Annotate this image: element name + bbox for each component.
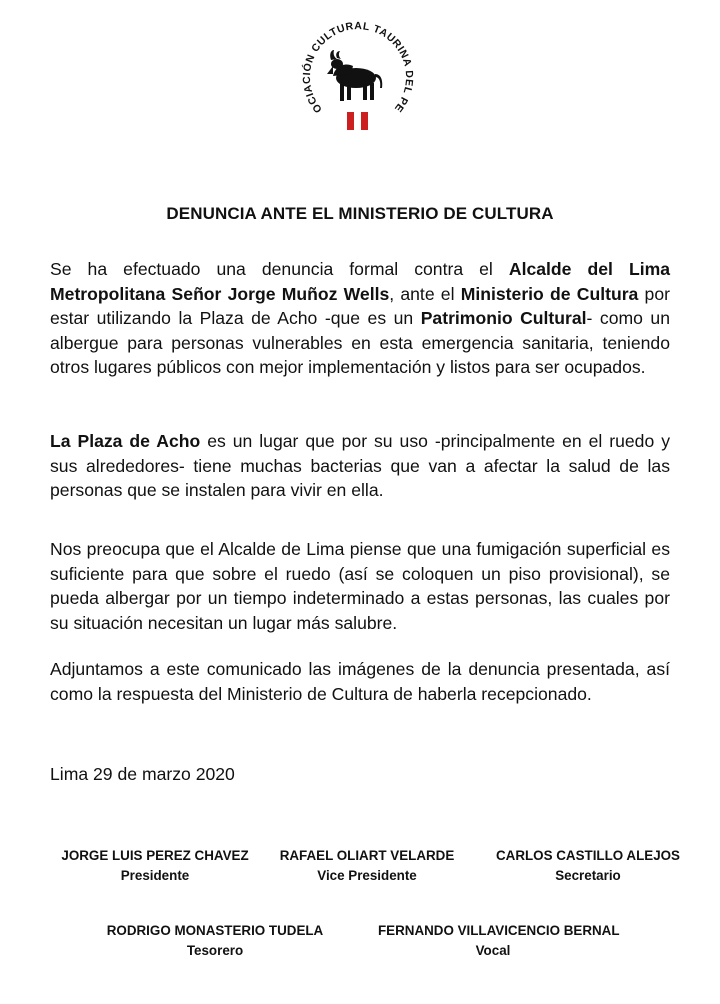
- flag-stripe-center: [354, 112, 361, 130]
- paragraph-text: Se ha efectuado una denuncia formal contra el: [50, 259, 509, 279]
- signature-block-treasurer: [100, 921, 330, 961]
- signatory-role: Tesorero: [186, 943, 244, 958]
- paragraph-plaza: [50, 429, 670, 503]
- signatory-role: Vocal: [475, 943, 511, 958]
- bold-plaza-name: La Plaza de Acho: [50, 431, 201, 451]
- peru-flag-icon: [347, 112, 368, 130]
- flag-stripe-right: [361, 112, 368, 130]
- signatory-name: RAFAEL OLIART VELARDE: [279, 848, 455, 863]
- signatory-name: CARLOS CASTILLO ALEJOS: [495, 848, 680, 863]
- association-logo: [293, 8, 423, 138]
- paragraph-text: es un lugar que por su uso -principalmente en el ruedo y sus alrededores- tiene muchas bacterias que van a afectar la salud de las personas que se instalen para vivir en ella.: [50, 431, 670, 500]
- signatory-role: Vice Presidente: [317, 868, 417, 883]
- paragraph-text: , ante el: [389, 283, 461, 304]
- paragraph-text: por estar utilizando la Plaza de Acho -que es un: [50, 283, 670, 328]
- signatory-role: Secretario: [555, 868, 621, 883]
- signature-block-vice-president: [252, 846, 482, 886]
- signature-block-secretary: [473, 846, 703, 886]
- paragraph-complaint: [50, 257, 670, 380]
- bold-ministry-name: Ministerio de Cultura: [460, 283, 639, 304]
- bold-mayor-name: Alcalde del Lima Metropolitana Señor Jorge Muñoz Wells: [50, 259, 671, 304]
- paragraph-concern: Nos preocupa que el Alcalde de Lima piense que una fumigación superficial es suficiente para que sobre el ruedo (así se coloquen un piso provisional), se pueda albergar por un tiempo indeterminado a estas personas, las cuales por su situación necesitan un lugar más salubre.: [50, 539, 670, 633]
- flag-stripe-left: [347, 112, 354, 130]
- document-title: DENUNCIA ANTE EL MINISTERIO DE CULTURA: [166, 204, 554, 223]
- association-seal: [293, 8, 423, 138]
- signatory-name: JORGE LUIS PEREZ CHAVEZ: [61, 848, 249, 863]
- svg-text:ASOCIACIÓN CULTURAL TAURINA DE: OCIACIÓN CULTURAL TAURINA DEL PE: [300, 20, 416, 116]
- signature-block-member: [378, 921, 620, 961]
- signatory-name: FERNANDO VILLAVICENCIO BERNAL: [378, 923, 620, 938]
- signature-block-president: [40, 846, 270, 886]
- paragraph-text: - como un albergue para personas vulnerables en esta emergencia sanitaria, teniendo otros lugares públicos con mejor implementación y listos para ser ocupados.: [50, 308, 670, 377]
- paragraph-attachments: Adjuntamos a este comunicado las imágenes de la denuncia presentada, así como la respuesta del Ministerio de Cultura de haberla recepcionado.: [50, 659, 670, 704]
- signatory-role: Presidente: [120, 868, 190, 883]
- bull-icon: [327, 50, 382, 101]
- signatory-name: RODRIGO MONASTERIO TUDELA: [106, 923, 324, 938]
- bold-heritage: Patrimonio Cultural: [420, 308, 587, 328]
- date-line: Lima 29 de marzo 2020: [50, 764, 235, 784]
